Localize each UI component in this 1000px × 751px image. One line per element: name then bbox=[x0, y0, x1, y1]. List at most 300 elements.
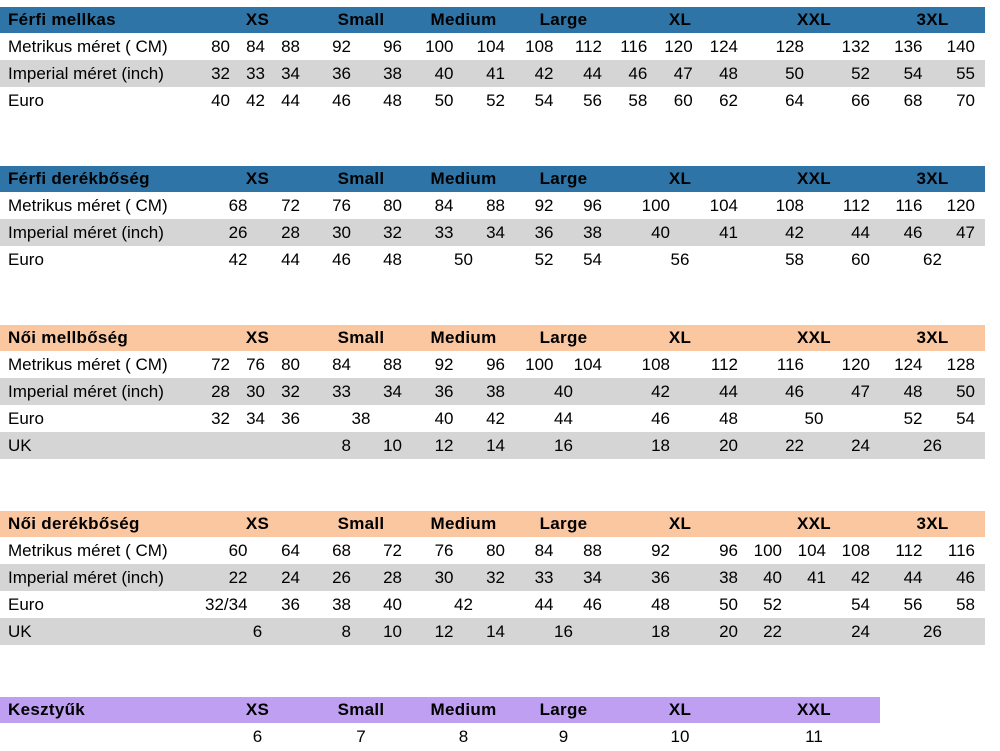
table-header-row bbox=[0, 697, 985, 723]
size-group-cell bbox=[412, 246, 515, 273]
size-value: 30 bbox=[332, 222, 351, 242]
size-value bbox=[792, 622, 836, 642]
size-value: 28 bbox=[383, 567, 402, 587]
size-value: 56 bbox=[670, 249, 690, 269]
size-group-cell bbox=[748, 618, 880, 645]
size-value: 18 bbox=[651, 435, 670, 455]
size-value: 92 bbox=[332, 36, 351, 56]
size-value: 11 bbox=[805, 726, 823, 746]
size-group-cell bbox=[310, 192, 412, 219]
size-value: 54 bbox=[903, 63, 923, 83]
size-value: 46 bbox=[583, 594, 602, 614]
size-value: 104 bbox=[797, 540, 826, 560]
size-value: 14 bbox=[486, 435, 505, 455]
size-header-medium: Medium bbox=[412, 325, 515, 351]
table-title: Női mellbőség bbox=[0, 325, 205, 351]
size-value: 140 bbox=[946, 36, 975, 56]
size-value: 84 bbox=[246, 36, 265, 56]
size-value: 80 bbox=[486, 540, 505, 560]
size-value: 44 bbox=[583, 63, 602, 83]
size-group-cell bbox=[612, 33, 748, 60]
size-group-cell bbox=[880, 33, 985, 60]
size-value: 96 bbox=[383, 36, 402, 56]
size-value: 36 bbox=[332, 63, 351, 83]
row-label: Metrikus méret ( CM) bbox=[8, 354, 168, 374]
size-group-cell bbox=[412, 87, 515, 114]
table-row bbox=[0, 432, 985, 459]
size-value: 112 bbox=[895, 540, 923, 560]
size-value: 104 bbox=[476, 36, 505, 56]
size-value: 84 bbox=[332, 354, 351, 374]
table-header-row bbox=[0, 166, 985, 192]
size-value: 47 bbox=[956, 222, 975, 242]
size-header-xs: XS bbox=[205, 697, 310, 723]
size-value: 68 bbox=[332, 540, 351, 560]
size-group-cell bbox=[310, 564, 412, 591]
row-label: Euro bbox=[8, 408, 44, 428]
size-group-cell bbox=[310, 246, 412, 273]
size-value: 128 bbox=[775, 36, 804, 56]
size-header-small: Small bbox=[310, 166, 412, 192]
size-group-cell bbox=[612, 378, 748, 405]
size-group-cell bbox=[748, 591, 880, 618]
size-value: 34 bbox=[583, 567, 602, 587]
size-group-cell bbox=[880, 618, 985, 645]
size-group-cell bbox=[612, 219, 748, 246]
size-value: 42 bbox=[651, 381, 670, 401]
table-title: Kesztyűk bbox=[0, 697, 205, 723]
size-group-cell bbox=[310, 618, 412, 645]
size-value: 48 bbox=[903, 381, 923, 401]
size-header-small: Small bbox=[310, 511, 412, 537]
size-group-cell bbox=[612, 405, 748, 432]
table-row bbox=[0, 405, 985, 432]
size-header-small: Small bbox=[310, 325, 412, 351]
size-group-cell bbox=[412, 537, 515, 564]
size-group-cell bbox=[205, 192, 310, 219]
size-value: 124 bbox=[709, 36, 738, 56]
size-group-cell bbox=[412, 618, 515, 645]
size-value: 100 bbox=[525, 354, 554, 374]
size-value: 76 bbox=[434, 540, 454, 560]
size-value: 40 bbox=[211, 90, 230, 110]
row-label: UK bbox=[0, 618, 205, 645]
table-gloves bbox=[0, 697, 985, 750]
table-row bbox=[0, 246, 985, 273]
size-value: 46 bbox=[785, 381, 804, 401]
row-label: Imperial méret (inch) bbox=[0, 60, 205, 87]
size-value: 88 bbox=[281, 36, 300, 56]
table-row bbox=[0, 591, 985, 618]
size-value: 112 bbox=[574, 36, 602, 56]
size-value: 22 bbox=[228, 567, 248, 587]
size-value: 6 bbox=[252, 726, 263, 746]
size-value: 80 bbox=[383, 195, 402, 215]
size-value: 72 bbox=[211, 354, 230, 374]
size-value: 56 bbox=[583, 90, 602, 110]
size-group-cell bbox=[205, 87, 310, 114]
size-value: 116 bbox=[947, 540, 975, 560]
size-value: 62 bbox=[923, 249, 942, 269]
table-header-row bbox=[0, 7, 985, 33]
size-value: 44 bbox=[851, 222, 870, 242]
size-value: 40 bbox=[383, 594, 402, 614]
size-value: 64 bbox=[785, 90, 804, 110]
size-group-cell bbox=[515, 591, 612, 618]
size-group-cell bbox=[748, 537, 880, 564]
size-value: 104 bbox=[709, 195, 738, 215]
size-value: 72 bbox=[281, 195, 300, 215]
size-value: 96 bbox=[486, 354, 505, 374]
size-value: 16 bbox=[554, 435, 573, 455]
size-group-cell bbox=[748, 564, 880, 591]
size-value: 76 bbox=[246, 354, 265, 374]
size-group-cell bbox=[205, 405, 310, 432]
size-header-small: Small bbox=[310, 697, 412, 723]
size-value: 46 bbox=[332, 90, 351, 110]
size-value: 52 bbox=[486, 90, 505, 110]
table-men-waist bbox=[0, 166, 985, 273]
size-value: 112 bbox=[842, 195, 870, 215]
size-group-cell bbox=[612, 537, 748, 564]
size-group-cell bbox=[880, 219, 985, 246]
size-group-cell bbox=[412, 405, 515, 432]
size-group-cell bbox=[880, 351, 985, 378]
size-group-cell bbox=[515, 33, 612, 60]
size-value: 18 bbox=[651, 621, 670, 641]
size-value: 40 bbox=[434, 63, 454, 83]
size-header-large: Large bbox=[515, 7, 612, 33]
size-value: 40 bbox=[651, 222, 670, 242]
size-group-cell bbox=[412, 60, 515, 87]
size-value: 10 bbox=[383, 435, 402, 455]
size-value: 54 bbox=[956, 408, 975, 428]
size-group-cell bbox=[612, 432, 748, 459]
size-value: 44 bbox=[554, 408, 573, 428]
size-value: 22 bbox=[785, 435, 804, 455]
size-value: 36 bbox=[281, 594, 300, 614]
size-value: 55 bbox=[956, 63, 975, 83]
size-value: 68 bbox=[228, 195, 248, 215]
size-header-xs: XS bbox=[205, 325, 310, 351]
size-value: 108 bbox=[641, 354, 670, 374]
size-group-cell bbox=[515, 723, 612, 750]
size-group-cell bbox=[748, 219, 880, 246]
size-group-cell bbox=[612, 618, 748, 645]
size-value: 7 bbox=[356, 726, 366, 746]
size-value: 42 bbox=[486, 408, 505, 428]
size-value: 56 bbox=[903, 594, 923, 614]
size-value: 100 bbox=[641, 195, 670, 215]
size-value: 100 bbox=[753, 540, 782, 560]
size-group-cell bbox=[880, 591, 985, 618]
size-value: 40 bbox=[554, 381, 573, 401]
size-header-xl: XL bbox=[612, 697, 748, 723]
size-group-cell bbox=[880, 723, 985, 750]
size-value: 30 bbox=[246, 381, 265, 401]
size-value: 116 bbox=[776, 354, 804, 374]
size-group-cell bbox=[412, 192, 515, 219]
size-value: 54 bbox=[851, 594, 870, 614]
size-value: 20 bbox=[719, 435, 738, 455]
size-value: 46 bbox=[903, 222, 923, 242]
table-title: Férfi derékbőség bbox=[0, 166, 205, 192]
size-group-cell bbox=[748, 723, 880, 750]
size-value bbox=[792, 595, 836, 615]
size-header-xxl: XXL bbox=[748, 697, 880, 723]
size-header-medium: Medium bbox=[412, 7, 515, 33]
size-value: 92 bbox=[434, 354, 454, 374]
size-value: 38 bbox=[583, 222, 602, 242]
size-value: 24 bbox=[281, 567, 300, 587]
size-value: 47 bbox=[851, 381, 870, 401]
size-value: 96 bbox=[583, 195, 602, 215]
row-label: Metrikus méret ( CM) bbox=[8, 540, 168, 560]
size-value: 48 bbox=[383, 249, 402, 269]
size-group-cell bbox=[205, 564, 310, 591]
size-group-cell bbox=[748, 432, 880, 459]
size-group-cell bbox=[205, 432, 310, 459]
size-value: 34 bbox=[281, 63, 300, 83]
size-value: 26 bbox=[332, 567, 351, 587]
size-group-cell bbox=[515, 192, 612, 219]
size-value: 120 bbox=[664, 36, 693, 56]
size-group-cell bbox=[515, 60, 612, 87]
table-row bbox=[0, 564, 985, 591]
size-value: 64 bbox=[281, 540, 300, 560]
size-group-cell bbox=[412, 723, 515, 750]
size-value: 9 bbox=[558, 726, 569, 746]
size-group-cell bbox=[205, 537, 310, 564]
row-label: Imperial méret (inch) bbox=[0, 564, 205, 591]
size-header-medium: Medium bbox=[412, 697, 515, 723]
size-value: 41 bbox=[486, 63, 505, 83]
size-value: 36 bbox=[281, 408, 300, 428]
size-group-cell bbox=[515, 351, 612, 378]
size-value: 8 bbox=[341, 435, 351, 455]
size-value: 66 bbox=[851, 90, 870, 110]
size-value: 72 bbox=[383, 540, 402, 560]
size-group-cell bbox=[205, 33, 310, 60]
table-women-waist bbox=[0, 511, 985, 645]
size-group-cell bbox=[205, 219, 310, 246]
row-label: Metrikus méret ( CM) bbox=[8, 36, 168, 56]
size-value: 42 bbox=[246, 90, 265, 110]
size-value: 108 bbox=[841, 540, 870, 560]
size-header-large: Large bbox=[515, 166, 612, 192]
size-value: 10 bbox=[383, 621, 402, 641]
size-value: 36 bbox=[651, 567, 670, 587]
size-group-cell bbox=[412, 33, 515, 60]
size-group-cell bbox=[612, 246, 748, 273]
table-row bbox=[0, 87, 985, 114]
size-header-empty bbox=[880, 697, 985, 723]
size-value: 34 bbox=[486, 222, 505, 242]
size-value: 33 bbox=[534, 567, 554, 587]
size-group-cell bbox=[880, 87, 985, 114]
row-label: UK bbox=[0, 432, 205, 459]
size-value: 120 bbox=[841, 354, 870, 374]
size-value: 20 bbox=[719, 621, 738, 641]
table-men-chest bbox=[0, 7, 985, 114]
size-group-cell bbox=[310, 87, 412, 114]
size-group-cell bbox=[412, 564, 515, 591]
table-row bbox=[0, 618, 985, 645]
size-value: 88 bbox=[486, 195, 505, 215]
size-header-xxl: XXL bbox=[748, 511, 880, 537]
size-value: 38 bbox=[383, 63, 402, 83]
size-group-cell bbox=[880, 378, 985, 405]
size-group-cell bbox=[748, 405, 880, 432]
size-group-cell bbox=[310, 351, 412, 378]
size-value: 120 bbox=[946, 195, 975, 215]
size-group-cell bbox=[748, 33, 880, 60]
size-value: 92 bbox=[651, 540, 670, 560]
table-header-row bbox=[0, 325, 985, 351]
size-group-cell bbox=[880, 192, 985, 219]
size-group-cell bbox=[412, 432, 515, 459]
size-value: 42 bbox=[785, 222, 804, 242]
size-header-large: Large bbox=[515, 697, 612, 723]
size-header-3xl: 3XL bbox=[880, 7, 985, 33]
row-label: Imperial méret (inch) bbox=[0, 219, 205, 246]
size-group-cell bbox=[310, 60, 412, 87]
size-group-cell bbox=[412, 351, 515, 378]
size-group-cell bbox=[612, 192, 748, 219]
size-value: 32 bbox=[281, 381, 300, 401]
size-value: 92 bbox=[534, 195, 554, 215]
size-value: 46 bbox=[956, 567, 975, 587]
size-value: 8 bbox=[458, 726, 469, 746]
table-row bbox=[0, 60, 985, 87]
size-group-cell bbox=[310, 723, 412, 750]
size-header-xs: XS bbox=[205, 7, 310, 33]
size-value: 58 bbox=[785, 249, 804, 269]
size-value: 32/34 bbox=[205, 594, 248, 614]
size-header-medium: Medium bbox=[412, 511, 515, 537]
size-value: 24 bbox=[851, 621, 870, 641]
size-group-cell bbox=[748, 246, 880, 273]
size-value: 50 bbox=[454, 249, 473, 269]
size-value: 32 bbox=[211, 408, 230, 428]
size-value: 44 bbox=[719, 381, 738, 401]
size-value: 38 bbox=[351, 408, 371, 428]
size-value: 36 bbox=[434, 381, 454, 401]
size-value: 32 bbox=[486, 567, 505, 587]
size-value: 50 bbox=[434, 90, 454, 110]
size-value: 52 bbox=[534, 249, 554, 269]
size-header-xl: XL bbox=[612, 7, 748, 33]
size-value: 41 bbox=[807, 567, 826, 587]
size-value: 80 bbox=[281, 354, 300, 374]
size-group-cell bbox=[748, 378, 880, 405]
size-value: 80 bbox=[211, 36, 230, 56]
size-value: 22 bbox=[763, 621, 782, 641]
size-value: 34 bbox=[246, 408, 265, 428]
table-title: Női derékbőség bbox=[0, 511, 205, 537]
size-group-cell bbox=[412, 219, 515, 246]
row-label bbox=[0, 723, 205, 750]
size-value: 68 bbox=[903, 90, 923, 110]
table-row bbox=[0, 723, 985, 750]
size-value: 84 bbox=[534, 540, 554, 560]
size-value: 46 bbox=[332, 249, 351, 269]
size-value: 26 bbox=[923, 621, 942, 641]
size-header-large: Large bbox=[515, 325, 612, 351]
size-group-cell bbox=[515, 432, 612, 459]
table-row bbox=[0, 33, 985, 60]
size-value: 116 bbox=[895, 195, 923, 215]
size-value: 58 bbox=[956, 594, 975, 614]
size-value: 60 bbox=[673, 90, 693, 110]
size-header-xs: XS bbox=[205, 511, 310, 537]
size-value: 28 bbox=[211, 381, 230, 401]
size-group-cell bbox=[515, 246, 612, 273]
size-value: 46 bbox=[651, 408, 670, 428]
size-group-cell bbox=[310, 405, 412, 432]
size-header-medium: Medium bbox=[412, 166, 515, 192]
size-value: 54 bbox=[534, 90, 554, 110]
size-value: 10 bbox=[670, 726, 690, 746]
table-row bbox=[0, 219, 985, 246]
size-value: 44 bbox=[281, 249, 300, 269]
size-value: 33 bbox=[434, 222, 454, 242]
size-value: 32 bbox=[211, 63, 230, 83]
size-group-cell bbox=[205, 591, 310, 618]
size-group-cell bbox=[612, 564, 748, 591]
size-group-cell bbox=[612, 60, 748, 87]
size-value: 108 bbox=[525, 36, 554, 56]
size-value: 6 bbox=[252, 621, 263, 641]
size-group-cell bbox=[205, 246, 310, 273]
size-value: 52 bbox=[763, 594, 782, 614]
size-value: 38 bbox=[719, 567, 738, 587]
size-value: 124 bbox=[894, 354, 923, 374]
size-value: 47 bbox=[673, 63, 693, 83]
size-value: 24 bbox=[851, 435, 870, 455]
size-group-cell bbox=[412, 378, 515, 405]
size-value: 38 bbox=[332, 594, 351, 614]
size-value: 60 bbox=[228, 540, 248, 560]
size-header-xl: XL bbox=[612, 325, 748, 351]
size-value: 50 bbox=[785, 63, 804, 83]
size-value: 116 bbox=[620, 36, 648, 56]
size-group-cell bbox=[515, 378, 612, 405]
size-value: 42 bbox=[851, 567, 870, 587]
size-group-cell bbox=[612, 87, 748, 114]
size-value: 34 bbox=[383, 381, 402, 401]
table-title: Férfi mellkas bbox=[0, 7, 205, 33]
size-group-cell bbox=[612, 591, 748, 618]
size-group-cell bbox=[205, 351, 310, 378]
size-group-cell bbox=[310, 378, 412, 405]
size-value: 52 bbox=[851, 63, 870, 83]
size-value: 44 bbox=[903, 567, 923, 587]
size-group-cell bbox=[515, 564, 612, 591]
size-header-xxl: XXL bbox=[748, 166, 880, 192]
size-value: 108 bbox=[775, 195, 804, 215]
size-group-cell bbox=[612, 723, 748, 750]
size-header-xl: XL bbox=[612, 511, 748, 537]
size-value: 28 bbox=[281, 222, 300, 242]
size-value: 48 bbox=[719, 408, 738, 428]
size-group-cell bbox=[515, 405, 612, 432]
size-group-cell bbox=[412, 591, 515, 618]
size-value: 46 bbox=[628, 63, 648, 83]
size-value: 42 bbox=[534, 63, 554, 83]
size-group-cell bbox=[515, 87, 612, 114]
size-group-cell bbox=[748, 60, 880, 87]
